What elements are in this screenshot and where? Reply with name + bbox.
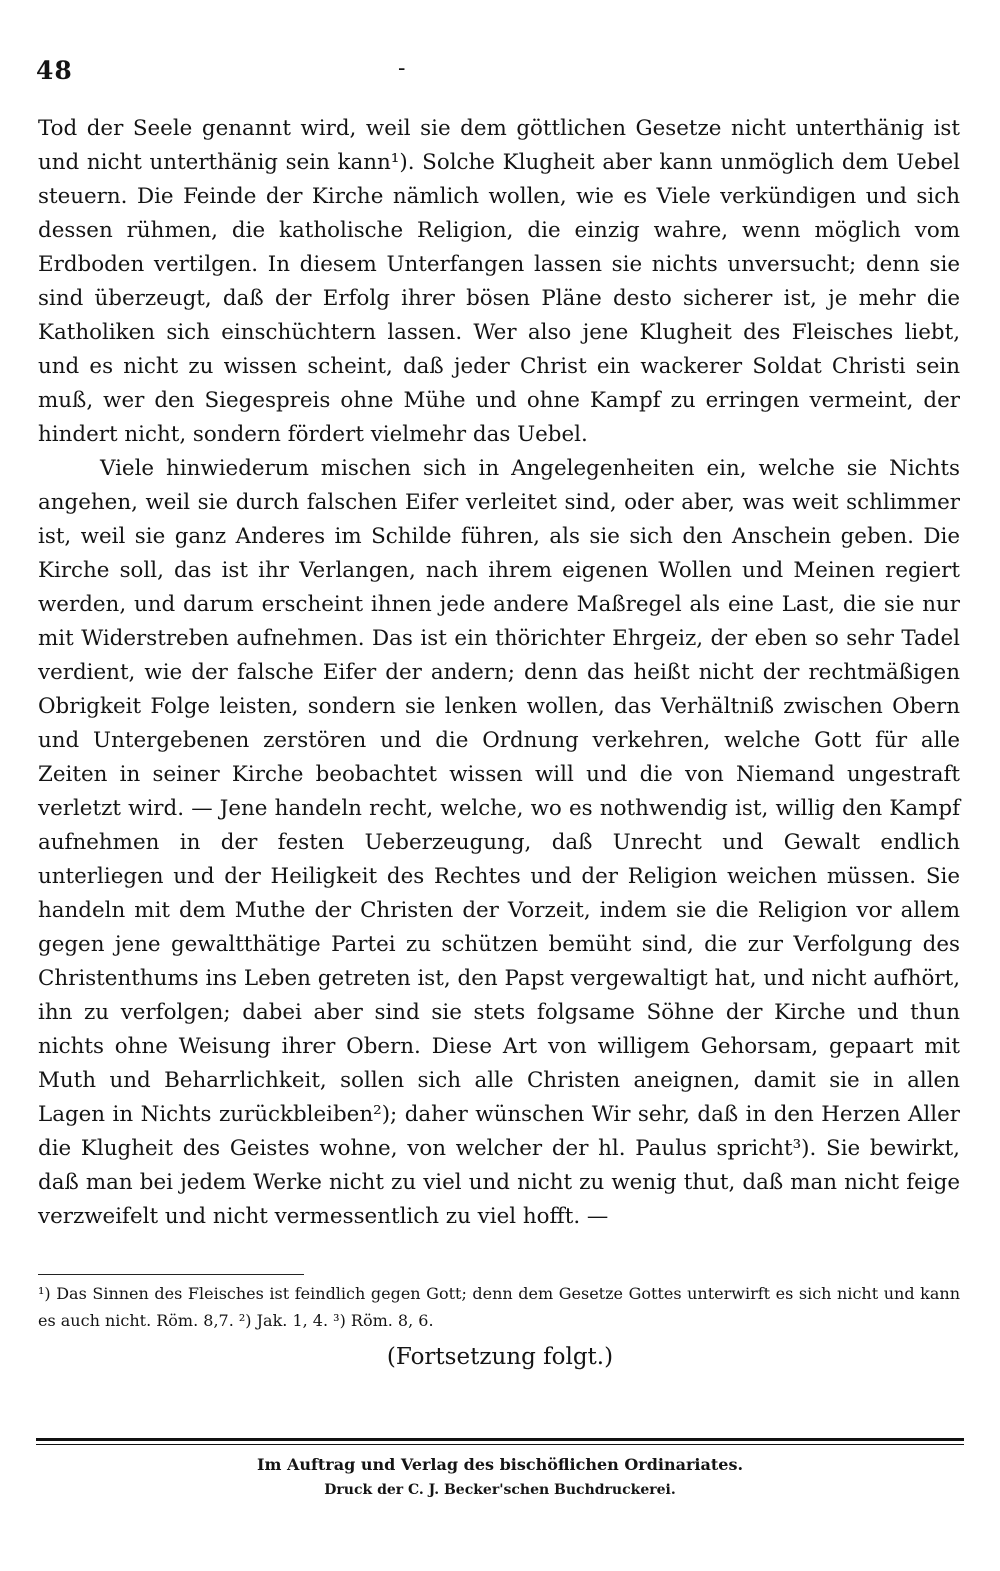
page-number: 48 (36, 56, 73, 85)
continuation-note: (Fortsetzung folgt.) (386, 1344, 614, 1370)
header-mark: - (398, 56, 406, 81)
footnote-divider (38, 1274, 304, 1275)
printer-imprint: Druck der C. J. Becker'schen Buchdruckerei. (324, 1482, 676, 1498)
imprint-rule-thin (36, 1444, 964, 1445)
paragraph-2: Viele hinwiederum mischen sich in Angelegenheiten ein, welche sie Nichts angehen, weil sie durch falschen Eifer verleitet sind, oder aber, was weit schlimmer ist, weil sie ganz Anderes im Schilde führen, als sie sich den Anschein geben. Die Kirche soll, das ist ihr Verlangen, nach ihrem eigenen Wollen und Meinen regiert werden, und darum erscheint ihnen jede andere Maßregel als eine Last, die sie nur mit Widerstreben aufnehmen. Das ist ein thörichter Ehrgeiz, der eben so sehr Tadel verdient, wie der falsche Eifer der andern; denn das heißt nicht der rechtmäßigen Obrigkeit Folge leisten, sondern sie lenken wollen, das Verhältniß zwischen Obern und Untergebenen zerstören und die Ordnung verkehren, welche Gott für alle Zeiten in seiner Kirche beobachtet wissen will und die von Niemand ungestraft verletzt wird. — Jene handeln recht, welche, wo es nothwendig ist, willig den Kampf aufnehmen in der festen Ueberzeugung, daß Unrecht und Gewalt endlich unterliegen und der Heiligkeit des Rechtes und der Religion weichen müssen. Sie handeln mit dem Muthe der Christen der Vorzeit, indem sie die Religion vor allem gegen jene gewaltthätige Partei zu schützen bemüht sind, die zur Verfolgung des Christenthums ins Leben getreten ist, den Papst vergewaltigt hat, und nicht aufhört, ihn zu verfolgen; dabei aber sind sie stets folgsame Söhne der Kirche und thun nichts ohne Weisung ihrer Obern. Diese Art von willigem Gehorsam, gepaart mit Muth und Beharrlichkeit, sollen sich alle Christen aneignen, damit sie in allen Lagen in Nichts zurückbleiben²); daher wünschen Wir sehr, daß in den Herzen Aller die Klugheit des Geistes wohne, von welcher der hl. Paulus spricht³). Sie bewirkt, daß man bei jedem Werke nicht zu viel und nicht zu wenig thut, daß man nicht feige verzweifelt und nicht vermessentlich zu viel hofft. — (38, 456, 960, 1229)
paragraph-1: Tod der Seele genannt wird, weil sie dem göttlichen Gesetze nicht unterthänig ist und nicht unterthänig sein kann¹). Solche Klugheit aber kann unmöglich dem Uebel steuern. Die Feinde der Kirche nämlich wollen, wie es Viele verkündigen und sich dessen rühmen, die katholische Religion, die einzig wahre, wenn möglich vom Erdboden vertilgen. In diesem Unterfangen lassen sie nichts unversucht; denn sie sind überzeugt, daß der Erfolg ihrer bösen Pläne desto sicherer ist, je mehr die Katholiken sich einschüchtern lassen. Wer also jene Klugheit des Fleisches liebt, und es nicht zu wissen scheint, daß jeder Christ ein wackerer Soldat Christi sein muß, wer den Siegespreis ohne Mühe und ohne Kampf zu erringen vermeint, der hindert nicht, sondern fördert vielmehr das Uebel. (38, 116, 960, 447)
footnotes: ¹) Das Sinnen des Fleisches ist feindlich gegen Gott; denn dem Gesetze Gottes unterwirft es sich nicht und kann es auch nicht. Röm. 8,7. ²) Jak. 1, 4. ³) Röm. 8, 6. (38, 1284, 960, 1330)
imprint-rule-thick (36, 1438, 964, 1441)
body-text (38, 112, 960, 1234)
publisher-imprint: Im Auftrag und Verlag des bischöflichen Ordinariates. (256, 1455, 744, 1474)
